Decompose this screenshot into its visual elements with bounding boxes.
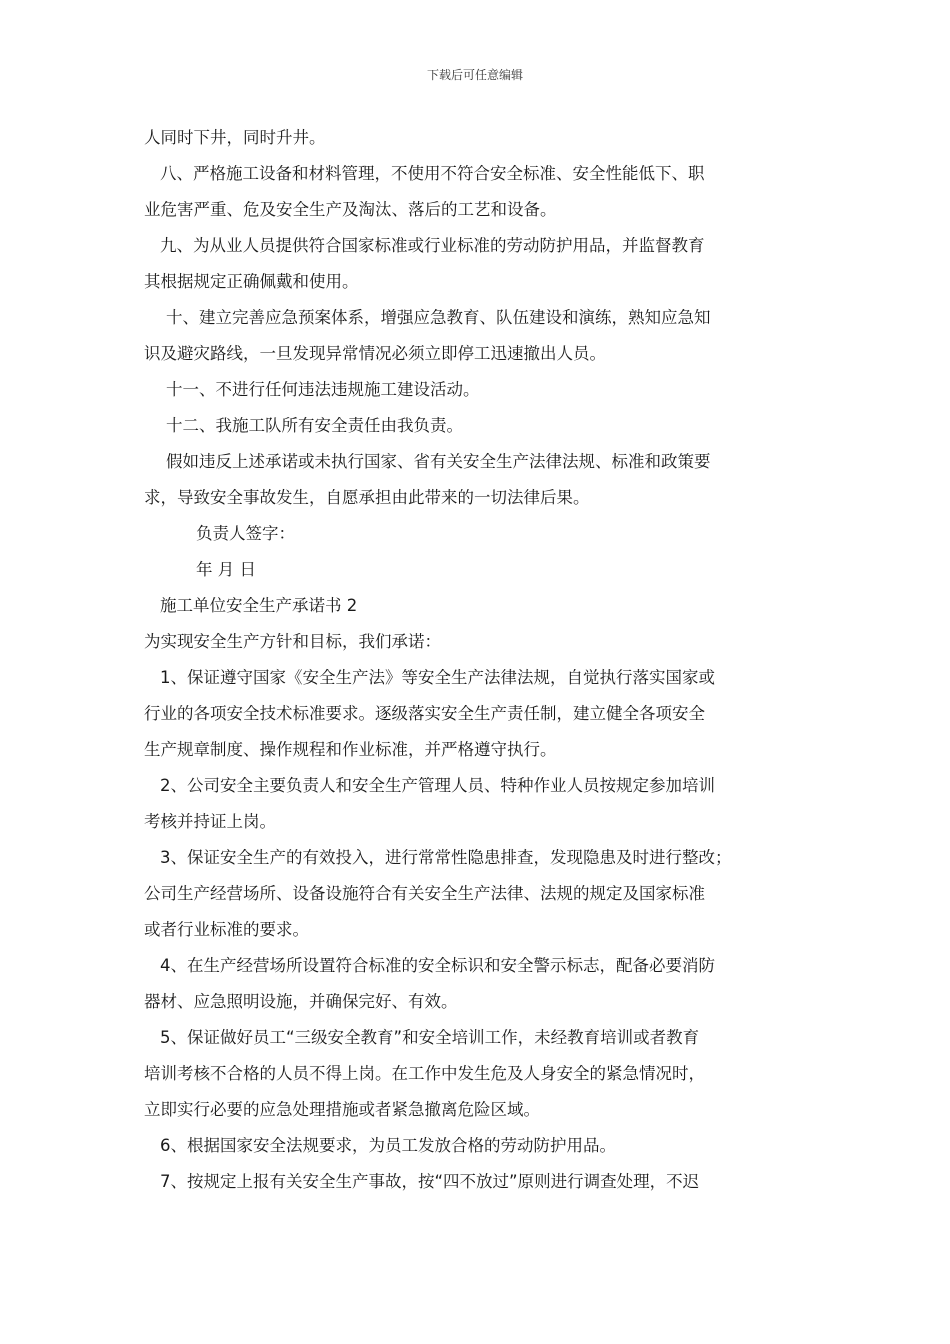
paragraph-line: 其根据规定正确佩戴和使用。 [144,272,359,291]
paragraph-line: 十二、我施工队所有安全责任由我负责。 [166,416,463,435]
paragraph-line: 为实现安全生产方针和目标，我们承诺： [144,632,441,651]
paragraph-line: 识及避灾路线，一旦发现异常情况必须立即停工迅速撤出人员。 [144,344,606,363]
paragraph-line: 公司生产经营场所、设备设施符合有关安全生产法律、法规的规定及国家标准 [144,884,705,903]
paragraph-line: 7、按规定上报有关安全生产事故，按“四不放过”原则进行调查处理，不迟 [160,1172,700,1191]
paragraph-line: 2、公司安全主要负责人和安全生产管理人员、特种作业人员按规定参加培训 [160,776,715,795]
paragraph-line: 八、严格施工设备和材料管理，不使用不符合安全标准、安全性能低下、职 [160,164,705,183]
date-line: 年 月 日 [196,560,256,579]
paragraph-line: 1、保证遵守国家《安全生产法》等安全生产法律法规，自觉执行落实国家或 [160,668,715,687]
paragraph-line: 业危害严重、危及安全生产及淘汰、落后的工艺和设备。 [144,200,557,219]
paragraph-line: 行业的各项安全技术标准要求。逐级落实安全生产责任制，建立健全各项安全 [144,704,705,723]
paragraph-line: 立即实行必要的应急处理措施或者紧急撤离危险区域。 [144,1100,540,1119]
paragraph-line: 器材、应急照明设施，并确保完好、有效。 [144,992,458,1011]
paragraph-line: 求，导致安全事故发生，自愿承担由此带来的一切法律后果。 [144,488,590,507]
paragraph-line: 6、根据国家安全法规要求，为员工发放合格的劳动防护用品。 [160,1136,616,1155]
paragraph-line: 九、为从业人员提供符合国家标准或行业标准的劳动防护用品，并监督教育 [160,236,705,255]
paragraph-line: 十一、不进行任何违法违规施工建设活动。 [166,380,480,399]
paragraph-line: 考核并持证上岗。 [144,812,276,831]
page-header: 下载后可任意编辑 [426,68,523,82]
paragraph-line: 培训考核不合格的人员不得上岗。在工作中发生危及人身安全的紧急情况时， [144,1064,705,1083]
document-body [144,120,812,1200]
paragraph-line: 3、保证安全生产的有效投入，进行常常性隐患排查，发现隐患及时进行整改； [160,848,732,867]
paragraph-line: 人同时下井，同时升井。 [144,128,326,147]
paragraph-line: 生产规章制度、操作规程和作业标准，并严格遵守执行。 [144,740,557,759]
section-title: 施工单位安全生产承诺书 2 [160,596,358,615]
paragraph-line: 假如违反上述承诺或未执行国家、省有关安全生产法律法规、标准和政策要 [166,452,711,471]
paragraph-line: 或者行业标准的要求。 [144,920,309,939]
paragraph-line: 5、保证做好员工“三级安全教育”和安全培训工作，未经教育培训或者教育 [160,1028,700,1047]
paragraph-line: 4、在生产经营场所设置符合标准的安全标识和安全警示标志，配备必要消防 [160,956,715,975]
paragraph-line: 十、建立完善应急预案体系，增强应急教育、队伍建设和演练，熟知应急知 [166,308,711,327]
signature-label: 负责人签字： [196,524,295,543]
